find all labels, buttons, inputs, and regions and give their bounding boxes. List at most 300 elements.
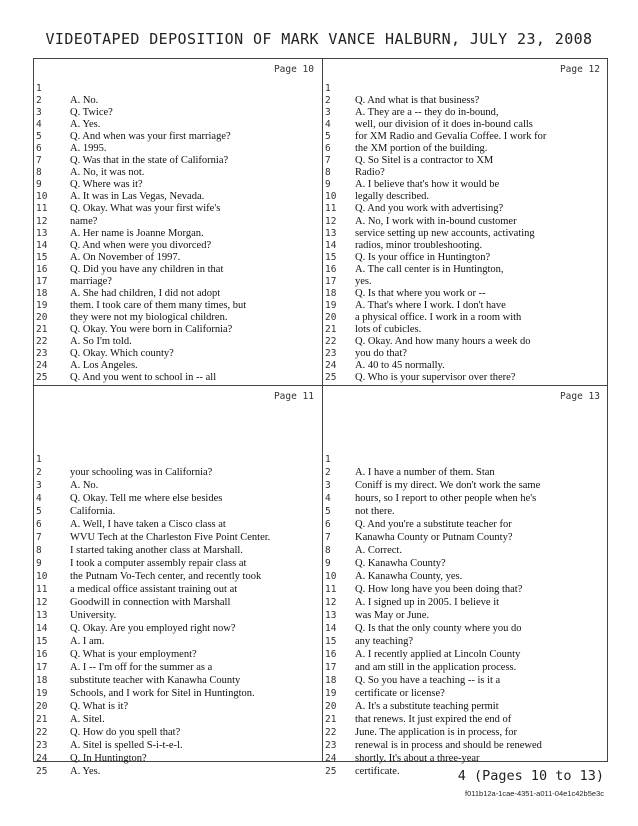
- transcript-line: [34, 119, 322, 131]
- line-number: 7: [36, 155, 42, 167]
- page-number-label: Page 12: [559, 64, 600, 75]
- transcript-line: [34, 252, 322, 264]
- transcript-line: [323, 83, 608, 95]
- transcript-line: [323, 155, 608, 167]
- transcript-line: [323, 557, 608, 570]
- line-text: well, our division of it does in-bound calls: [355, 119, 533, 131]
- transcript-line: [323, 179, 608, 191]
- line-text: Q. And you work with advertising?: [355, 203, 504, 215]
- line-number: 18: [325, 675, 337, 686]
- line-text: Q. Okay. And how many hours a week do: [355, 335, 531, 347]
- line-number: 14: [36, 239, 48, 251]
- transcript-line: [323, 635, 608, 648]
- line-text: A. On November of 1997.: [70, 251, 181, 263]
- line-number: 25: [36, 766, 48, 777]
- line-text: Q. And what is that business?: [355, 95, 480, 107]
- line-number: 10: [325, 571, 337, 582]
- transcript-line: [34, 479, 322, 492]
- line-number: 11: [36, 203, 48, 215]
- transcript-line: [34, 557, 322, 570]
- line-text: A. They are a -- they do in-bound,: [355, 107, 499, 119]
- transcript-line: [34, 648, 322, 661]
- line-text: Q. Is that the only county where you do: [355, 623, 522, 634]
- line-number: 11: [36, 584, 48, 595]
- line-text: A. It was in Las Vegas, Nevada.: [70, 191, 205, 203]
- transcript-line: [34, 240, 322, 252]
- line-text: A. I signed up in 2005. I believe it: [355, 597, 500, 608]
- transcript-line: [34, 324, 322, 336]
- line-text: Q. Is that where you work or --: [355, 287, 486, 299]
- line-text: Q. And when was your first marriage?: [70, 131, 231, 143]
- line-number: 8: [36, 167, 42, 179]
- transcript-line: [34, 739, 322, 752]
- line-number: 15: [36, 636, 48, 647]
- line-number: 6: [325, 143, 331, 155]
- line-text: Q. What is your employment?: [70, 649, 197, 660]
- line-text: Goodwill in connection with Marshall: [70, 597, 231, 608]
- transcript-line: [34, 583, 322, 596]
- transcript-line: [323, 700, 608, 713]
- transcript-line: [323, 372, 608, 384]
- transcript-line: [323, 143, 608, 155]
- transcript-line: [323, 252, 608, 264]
- page-range-footer: 4 (Pages 10 to 13): [457, 768, 604, 784]
- line-number: 2: [36, 467, 42, 478]
- line-text: not there.: [355, 506, 395, 517]
- line-text: A. Los Angeles.: [70, 360, 138, 372]
- line-text: I started taking another class at Marshall.: [70, 545, 243, 556]
- line-number: 22: [36, 727, 48, 738]
- line-number: 14: [325, 239, 337, 251]
- line-number: 18: [325, 287, 337, 299]
- transcript-line: [34, 492, 322, 505]
- line-text: Q. What is it?: [70, 701, 129, 712]
- line-text: a medical office assistant training out at: [70, 584, 238, 595]
- transcript-line: [34, 288, 322, 300]
- line-text: I took a computer assembly repair class at: [70, 558, 247, 569]
- line-number: 19: [325, 688, 337, 699]
- line-number: 15: [325, 251, 337, 263]
- line-number: 24: [325, 753, 337, 764]
- transcript-line: [34, 765, 322, 778]
- line-text: Q. So Sitel is a contractor to XM: [355, 155, 494, 167]
- line-number: 2: [36, 95, 42, 107]
- transcript-line: [323, 466, 608, 479]
- line-number: 12: [325, 597, 337, 608]
- line-text: them. I took care of them many times, but: [70, 299, 247, 311]
- line-number: 21: [36, 323, 48, 335]
- transcript-line: [34, 635, 322, 648]
- transcript-line: [323, 583, 608, 596]
- line-number: 17: [325, 662, 337, 673]
- line-text: Q. Kanawha County?: [355, 558, 446, 569]
- transcript-line: [34, 155, 322, 167]
- line-number: 5: [36, 131, 42, 143]
- line-text: Kanawha County or Putnam County?: [355, 532, 513, 543]
- transcript-line: [323, 107, 608, 119]
- transcript-line: [34, 622, 322, 635]
- line-text: A. Yes.: [70, 766, 101, 777]
- transcript-line: [323, 505, 608, 518]
- line-number: 8: [36, 545, 42, 556]
- line-number: 8: [325, 545, 331, 556]
- line-number: 22: [325, 335, 337, 347]
- line-text: for XM Radio and Gevalia Coffee. I work for: [355, 131, 547, 143]
- line-text: that renews. It just expired the end of: [355, 714, 512, 725]
- line-text: any teaching?: [355, 636, 414, 647]
- page-number-label: Page 10: [273, 64, 314, 75]
- transcript-line: [323, 622, 608, 635]
- line-number: 17: [36, 275, 48, 287]
- line-text: Q. And you're a substitute teacher for: [355, 519, 512, 530]
- line-text: WVU Tech at the Charleston Five Point Center.: [70, 532, 271, 543]
- line-text: service setting up new accounts, activating: [355, 227, 535, 239]
- line-number: 17: [36, 662, 48, 673]
- line-number: 11: [325, 584, 337, 595]
- transcript-line: [323, 276, 608, 288]
- line-number: 4: [325, 493, 331, 504]
- transcript-lines: [34, 83, 322, 384]
- transcript-line: [323, 348, 608, 360]
- line-number: 12: [325, 215, 337, 227]
- transcript-line: [34, 167, 322, 179]
- transcript-line: [323, 518, 608, 531]
- line-number: 9: [36, 558, 42, 569]
- line-text: and am still in the application process.: [355, 662, 517, 673]
- line-text: legally described.: [355, 191, 430, 203]
- line-text: A. Sitel is spelled S-i-t-e-l.: [70, 740, 183, 751]
- line-number: 6: [36, 519, 42, 530]
- line-number: 1: [325, 83, 331, 94]
- transcript-line: [323, 167, 608, 179]
- line-text: Q. Okay. You were born in California?: [70, 323, 233, 335]
- line-number: 10: [36, 571, 48, 582]
- transcript-line: [323, 240, 608, 252]
- line-text: Schools, and I work for Sitel in Huntington.: [70, 688, 255, 699]
- transcript-line: [34, 312, 322, 324]
- line-number: 4: [36, 119, 42, 131]
- line-text: A. So I'm told.: [70, 335, 132, 347]
- transcript-line: [34, 143, 322, 155]
- line-text: Q. And you went to school in -- all: [70, 372, 217, 384]
- line-text: A. Sitel.: [70, 714, 105, 725]
- line-text: A. I -- I'm off for the summer as a: [70, 662, 213, 673]
- transcript-line: [34, 531, 322, 544]
- line-text: lots of cubicles.: [355, 323, 422, 335]
- line-number: 15: [325, 636, 337, 647]
- transcript-lines: [34, 453, 322, 778]
- line-number: 4: [325, 119, 331, 131]
- line-number: 13: [325, 227, 337, 239]
- transcript-line: [323, 531, 608, 544]
- transcript-page-panel: [323, 59, 608, 385]
- transcript-line: [323, 570, 608, 583]
- line-number: 23: [325, 740, 337, 751]
- transcript-line: [34, 544, 322, 557]
- transcript-line: [323, 596, 608, 609]
- line-text: the XM portion of the building.: [355, 143, 488, 155]
- line-text: Q. Okay. Which county?: [70, 348, 174, 360]
- transcript-line: [323, 360, 608, 372]
- line-text: Q. How long have you been doing that?: [355, 584, 523, 595]
- line-text: radios, minor troubleshooting.: [355, 239, 483, 251]
- line-number: 12: [36, 597, 48, 608]
- line-text: June. The application is in process, for: [355, 727, 517, 738]
- transcript-line: [323, 119, 608, 131]
- line-text: Q. Was that in the state of California?: [70, 155, 229, 167]
- page-number-label: Page 13: [559, 391, 600, 402]
- line-number: 23: [325, 348, 337, 360]
- line-text: A. She had children, I did not adopt: [70, 287, 221, 299]
- transcript-line: [323, 288, 608, 300]
- line-text: A. Well, I have taken a Cisco class at: [70, 519, 226, 530]
- line-text: A. I have a number of them. Stan: [355, 467, 495, 478]
- line-number: 12: [36, 215, 48, 227]
- line-number: 24: [36, 360, 48, 372]
- transcript-line: [34, 300, 322, 312]
- transcript-page-panel: [34, 386, 322, 777]
- transcript-line: [34, 453, 322, 466]
- line-text: yes.: [355, 275, 372, 287]
- line-text: Q. Who is your supervisor over there?: [355, 372, 516, 384]
- transcript-line: [323, 479, 608, 492]
- line-text: Coniff is my direct. We don't work the same: [355, 480, 541, 491]
- line-text: Q. Where was it?: [70, 179, 143, 191]
- line-number: 22: [36, 335, 48, 347]
- line-text: marriage?: [70, 275, 112, 287]
- line-number: 21: [36, 714, 48, 725]
- line-number: 6: [36, 143, 42, 155]
- transcript-line: [34, 83, 322, 95]
- line-number: 20: [36, 701, 48, 712]
- line-text: A. It's a substitute teaching permit: [355, 701, 499, 712]
- transcript-line: [323, 544, 608, 557]
- transcript-line: [323, 228, 608, 240]
- line-text: Q. Okay. Are you employed right now?: [70, 623, 236, 634]
- transcript-line: [34, 216, 322, 228]
- line-text: A. No.: [70, 95, 99, 107]
- line-text: your schooling was in California?: [70, 467, 213, 478]
- transcript-line: [323, 191, 608, 203]
- line-number: 3: [325, 480, 331, 491]
- line-text: A. The call center is in Huntington,: [355, 263, 504, 275]
- line-text: Q. Twice?: [70, 107, 113, 119]
- line-number: 23: [36, 348, 48, 360]
- line-text: A. 1995.: [70, 143, 107, 155]
- transcript-lines: [323, 453, 608, 778]
- line-number: 7: [36, 532, 42, 543]
- transcript-line: [34, 752, 322, 765]
- line-number: 19: [325, 299, 337, 311]
- transcript-line: [34, 348, 322, 360]
- transcript-line: [323, 300, 608, 312]
- transcript-line: [34, 726, 322, 739]
- line-number: 5: [325, 506, 331, 517]
- transcript-line: [323, 453, 608, 466]
- line-number: 15: [36, 251, 48, 263]
- transcript-line: [323, 713, 608, 726]
- line-number: 3: [325, 107, 331, 119]
- line-number: 25: [325, 372, 337, 384]
- line-number: 13: [325, 610, 337, 621]
- transcript-line: [323, 661, 608, 674]
- transcript-line: [323, 264, 608, 276]
- line-text: renewal is in process and should be renewed: [355, 740, 542, 751]
- line-number: 25: [325, 766, 337, 777]
- transcript-line: [34, 372, 322, 384]
- transcript-line: [34, 228, 322, 240]
- line-number: 13: [36, 610, 48, 621]
- transcript-line: [323, 203, 608, 215]
- transcript-line: [323, 492, 608, 505]
- transcript-line: [34, 661, 322, 674]
- line-number: 16: [36, 649, 48, 660]
- line-number: 7: [325, 155, 331, 167]
- transcript-line: [34, 191, 322, 203]
- line-text: Q. And when were you divorced?: [70, 239, 212, 251]
- line-number: 1: [36, 83, 42, 94]
- transcript-line: [34, 570, 322, 583]
- line-text: hours, so I report to other people when he's: [355, 493, 537, 504]
- line-number: 16: [325, 649, 337, 660]
- line-number: 9: [36, 179, 42, 191]
- line-number: 22: [325, 727, 337, 738]
- transcript-line: [34, 203, 322, 215]
- line-text: A. No, I work with in-bound customer: [355, 215, 517, 227]
- line-number: 3: [36, 480, 42, 491]
- line-text: Q. So you have a teaching -- is it a: [355, 675, 501, 686]
- line-number: 3: [36, 107, 42, 119]
- line-text: Q. In Huntington?: [70, 753, 147, 764]
- transcript-line: [34, 131, 322, 143]
- line-text: A. I am.: [70, 636, 105, 647]
- page-number-label: Page 11: [273, 391, 314, 402]
- line-text: Q. Is your office in Huntington?: [355, 251, 491, 263]
- transcript-line: [34, 179, 322, 191]
- line-text: A. No, it was not.: [70, 167, 145, 179]
- line-number: 25: [36, 372, 48, 384]
- line-number: 8: [325, 167, 331, 179]
- line-text: University.: [70, 610, 117, 621]
- line-number: 9: [325, 558, 331, 569]
- line-text: Q. Did you have any children in that: [70, 263, 224, 275]
- line-text: Radio?: [355, 167, 385, 179]
- line-text: Q. Okay. What was your first wife's: [70, 203, 221, 215]
- line-text: the Putnam Vo-Tech center, and recently took: [70, 571, 262, 582]
- line-number: 19: [36, 299, 48, 311]
- line-text: certificate.: [355, 766, 400, 777]
- line-number: 16: [325, 263, 337, 275]
- line-number: 4: [36, 493, 42, 504]
- line-text: A. Correct.: [355, 545, 402, 556]
- line-number: 20: [325, 701, 337, 712]
- line-text: A. 40 to 45 normally.: [355, 360, 445, 372]
- line-text: Q. Okay. Tell me where else besides: [70, 493, 223, 504]
- line-number: 14: [36, 623, 48, 634]
- line-number: 21: [325, 323, 337, 335]
- line-text: A. That's where I work. I don't have: [355, 299, 506, 311]
- line-number: 18: [36, 675, 48, 686]
- transcript-line: [34, 596, 322, 609]
- transcript-line: [34, 95, 322, 107]
- line-number: 20: [36, 311, 48, 323]
- transcript-line: [34, 466, 322, 479]
- transcript-lines: [323, 83, 608, 384]
- transcript-line: [323, 687, 608, 700]
- line-number: 13: [36, 227, 48, 239]
- line-number: 1: [36, 454, 42, 465]
- transcript-line: [323, 336, 608, 348]
- line-number: 9: [325, 179, 331, 191]
- transcript-line: [323, 726, 608, 739]
- transcript-line: [323, 131, 608, 143]
- line-number: 21: [325, 714, 337, 725]
- transcript-line: [323, 648, 608, 661]
- transcript-line: [34, 687, 322, 700]
- transcript-line: [323, 674, 608, 687]
- transcript-line: [34, 276, 322, 288]
- line-text: A. Kanawha County, yes.: [355, 571, 463, 582]
- line-number: 2: [325, 95, 331, 107]
- line-number: 6: [325, 519, 331, 530]
- document-hash: f011b12a-1cae-4351-a011-04e1c42b5e3c: [464, 789, 604, 798]
- line-text: shortly. It's about a three-year: [355, 753, 480, 764]
- transcript-line: [34, 609, 322, 622]
- line-number: 23: [36, 740, 48, 751]
- line-number: 1: [325, 454, 331, 465]
- transcript-line: [323, 216, 608, 228]
- transcript-line: [323, 752, 608, 765]
- document-title: VIDEOTAPED DEPOSITION OF MARK VANCE HALBURN, JULY 23, 2008: [45, 30, 593, 48]
- transcript-line: [34, 713, 322, 726]
- line-text: A. Her name is Joanne Morgan.: [70, 227, 204, 239]
- line-number: 14: [325, 623, 337, 634]
- transcript-line: [323, 324, 608, 336]
- line-number: 7: [325, 532, 331, 543]
- line-number: 2: [325, 467, 331, 478]
- line-number: 5: [325, 131, 331, 143]
- transcript-line: [34, 505, 322, 518]
- transcript-line: [34, 107, 322, 119]
- line-text: California.: [70, 506, 116, 517]
- line-number: 16: [36, 263, 48, 275]
- line-text: A. Yes.: [70, 119, 101, 131]
- transcript-line: [34, 518, 322, 531]
- transcript-page-panel: [34, 59, 322, 385]
- transcript-line: [323, 95, 608, 107]
- line-text: A. No.: [70, 480, 99, 491]
- line-text: was May or June.: [355, 610, 430, 621]
- line-text: A. I recently applied at Lincoln County: [355, 649, 521, 660]
- line-text: Q. How do you spell that?: [70, 727, 181, 738]
- line-number: 17: [325, 275, 337, 287]
- transcript-line: [34, 336, 322, 348]
- line-text: they were not my biological children.: [70, 311, 228, 323]
- line-text: name?: [70, 215, 98, 227]
- line-number: 5: [36, 506, 42, 517]
- line-text: a physical office. I work in a room with: [355, 311, 522, 323]
- line-number: 10: [36, 191, 48, 203]
- transcript-line: [323, 609, 608, 622]
- line-text: you do that?: [355, 348, 407, 360]
- transcript-line: [34, 264, 322, 276]
- transcript-line: [34, 700, 322, 713]
- transcript-line: [34, 674, 322, 687]
- line-number: 10: [325, 191, 337, 203]
- line-number: 19: [36, 688, 48, 699]
- line-text: A. I believe that's how it would be: [355, 179, 500, 191]
- transcript-line: [323, 739, 608, 752]
